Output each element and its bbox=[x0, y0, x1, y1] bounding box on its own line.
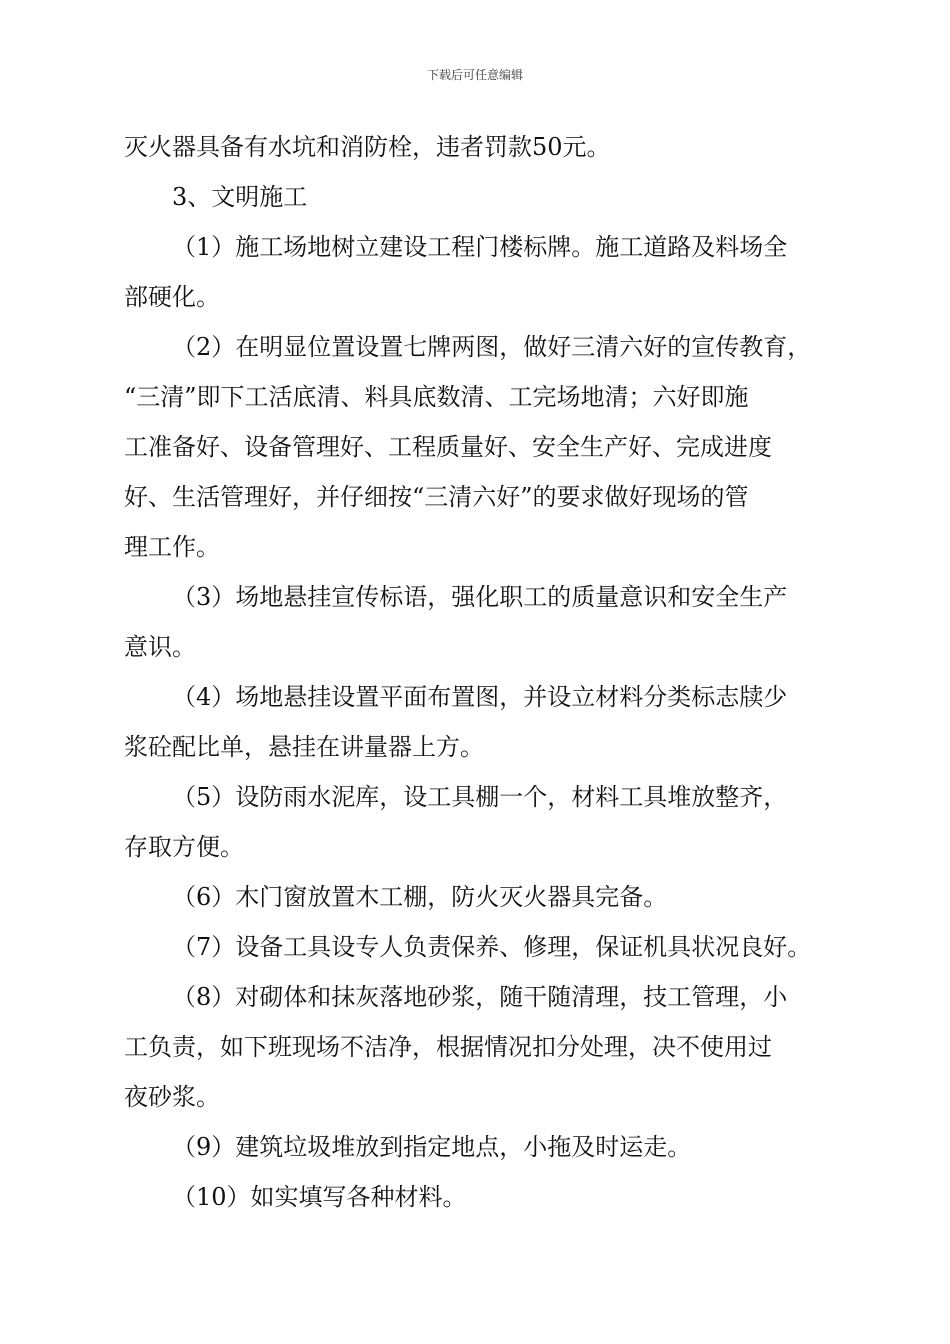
text-line: 灭火器具备有水坑和消防栓，违者罚款50元。 bbox=[124, 133, 611, 161]
text-line: 夜砂浆。 bbox=[124, 1083, 220, 1111]
text-line: （4）场地悬挂设置平面布置图，并设立材料分类标志牍少 bbox=[172, 683, 788, 711]
text-line: 工负责，如下班现场不洁净，根据情况扣分处理，决不使用过 bbox=[124, 1033, 772, 1061]
text-line: （10）如实填写各种材料。 bbox=[172, 1183, 467, 1211]
text-line: 工准备好、设备管理好、工程质量好、安全生产好、完成进度 bbox=[124, 433, 772, 461]
text-line: （5）设防雨水泥库，设工具棚一个，材料工具堆放整齐， bbox=[172, 783, 788, 811]
page-header: 下载后可任意编辑 bbox=[426, 68, 523, 82]
text-line: 存取方便。 bbox=[124, 833, 244, 861]
text-line: 意识。 bbox=[124, 633, 196, 661]
text-line: 部硬化。 bbox=[124, 283, 220, 311]
text-line: 理工作。 bbox=[124, 533, 220, 561]
text-line: “三清”即下工活底清、料具底数清、工完场地清；六好即施 bbox=[124, 383, 749, 411]
text-line: （7）设备工具设专人负责保养、修理，保证机具状况良好。 bbox=[172, 933, 812, 961]
text-line: （3）场地悬挂宣传标语，强化职工的质量意识和安全生产 bbox=[172, 583, 788, 611]
text-line: （2）在明显位置设置七牌两图，做好三清六好的宣传教育， bbox=[172, 333, 812, 361]
section-heading: 3、文明施工 bbox=[172, 183, 308, 211]
text-line: 浆砼配比单，悬挂在讲量器上方。 bbox=[124, 733, 484, 761]
text-line: （1）施工场地树立建设工程门楼标牌。施工道路及料场全 bbox=[172, 233, 788, 261]
text-line: （9）建筑垃圾堆放到指定地点，小拖及时运走。 bbox=[172, 1133, 692, 1161]
text-line: 好、生活管理好，并仔细按“三清六好”的要求做好现场的管 bbox=[124, 483, 749, 511]
text-line: （6）木门窗放置木工棚，防火灭火器具完备。 bbox=[172, 883, 668, 911]
text-line: （8）对砌体和抹灰落地砂浆，随干随清理，技工管理，小 bbox=[172, 983, 788, 1011]
